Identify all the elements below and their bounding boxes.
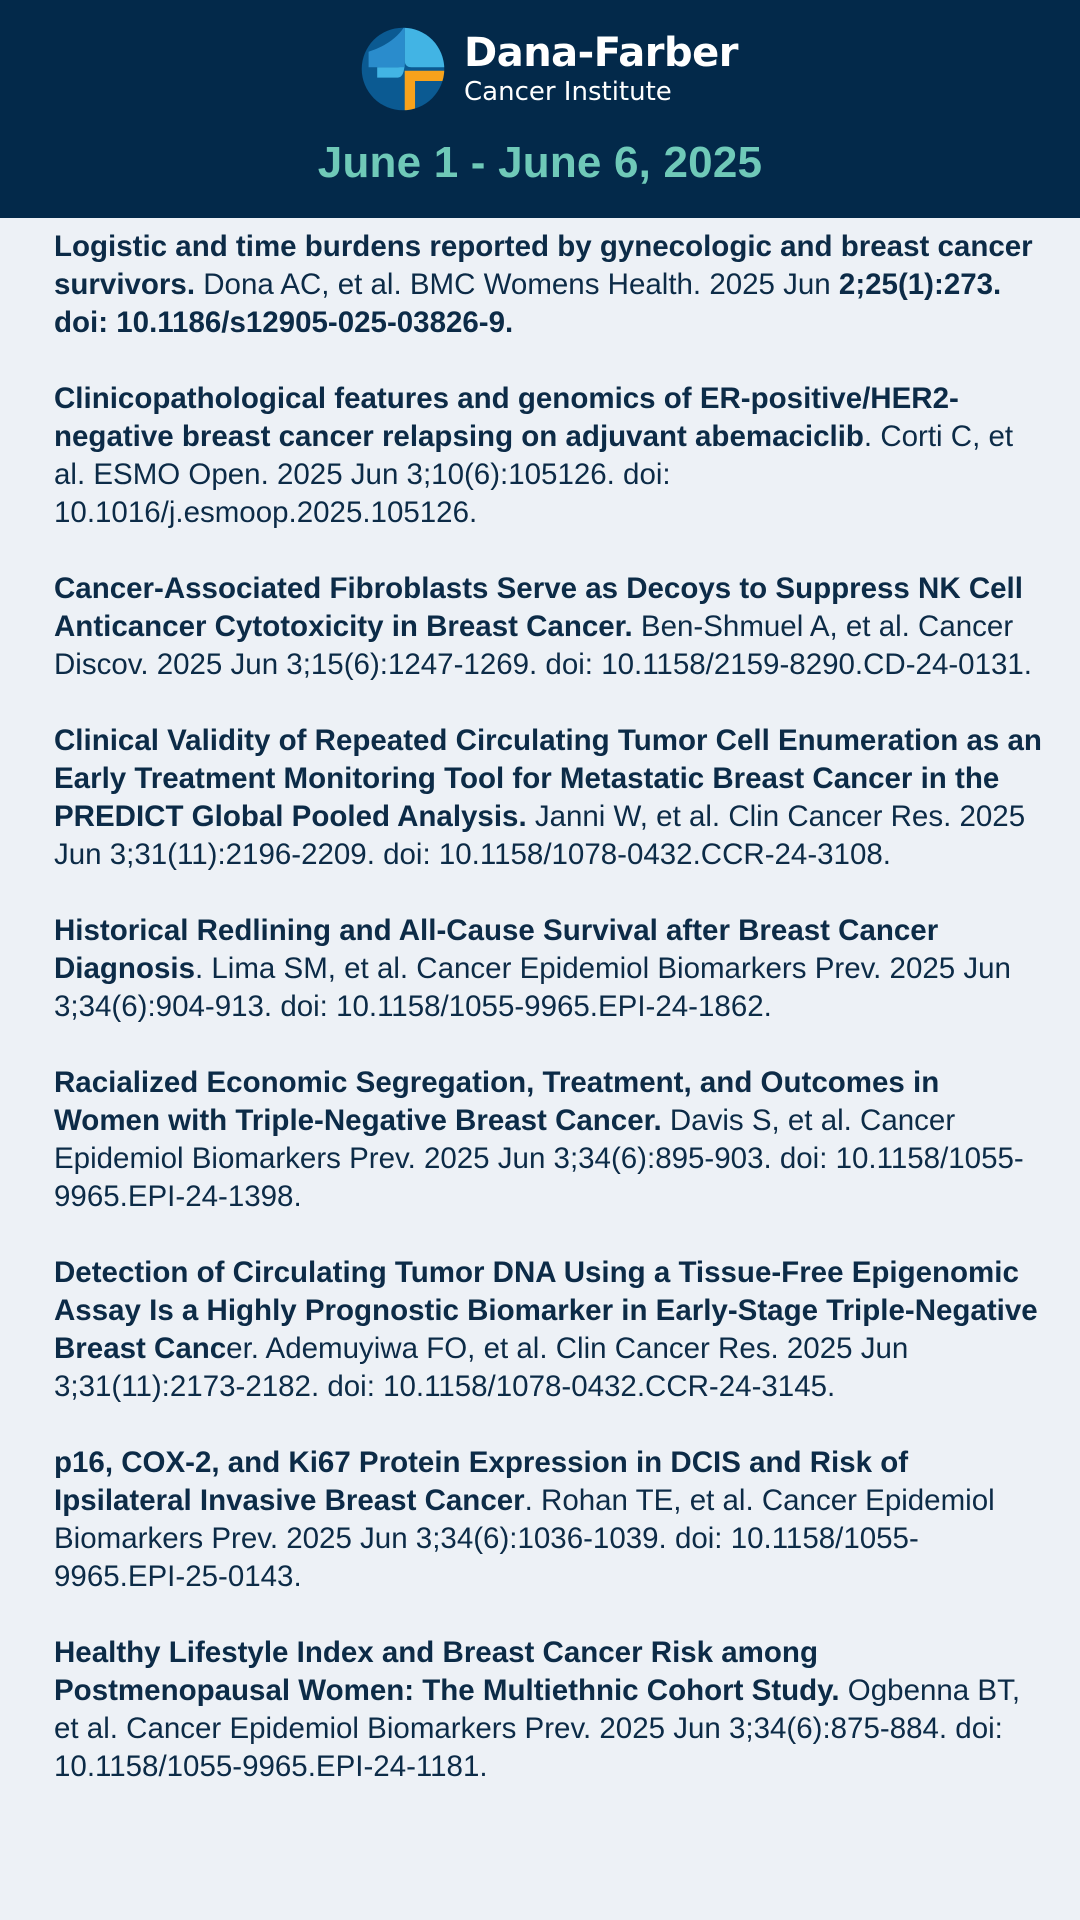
publication-entry [54,1444,1044,1596]
publication-title: Clinical Validity of Repeated Circulating Tumor Cell Enumeration as an Early Treatment Monitoring Tool for Metastatic Breast Cancer in the PREDICT Global Pooled Analysis. [54,724,1042,833]
publication-title: Logistic and time burdens reported by gynecologic and breast cancer survivors. [54,230,1033,301]
publication-citation: Ben-Shmuel A, et al. Cancer Discov. 2025 Jun 3;15(6):1247-1269. doi: 10.1158/2159-8290.CD-24-0131. [54,610,1032,681]
brand-name: Dana-Farber [464,30,738,76]
header-banner [0,0,1080,218]
publication-entry [54,912,1044,1026]
publication-entry [54,1634,1044,1786]
publication-citation: Dona AC, et al. BMC Womens Health. 2025 Jun [203,268,831,301]
publication-entry [54,1254,1044,1406]
publication-citation: Davis S, et al. Cancer Epidemiol Biomarkers Prev. 2025 Jun 3;34(6):895-903. doi: 10.1158/1055-9965.EPI-24-1398. [54,1104,1024,1213]
date-range-heading: June 1 - June 6, 2025 [317,138,763,187]
dana-farber-logo [360,26,738,112]
brand-subtitle: Cancer Institute [464,77,672,107]
publication-title: p16, COX-2, and Ki67 Protein Expression in DCIS and Risk of Ipsilateral Invasive Breast Cancer [54,1446,909,1517]
publication-title: Historical Redlining and All-Cause Survival after Breast Cancer Diagnosis [54,914,939,985]
publication-citation: . Rohan TE, et al. Cancer Epidemiol Biomarkers Prev. 2025 Jun 3;34(6):1036-1039. doi: 10.1158/1055-9965.EPI-25-0143. [54,1484,995,1593]
publication-citation: . Corti C, et al. ESMO Open. 2025 Jun 3;10(6):105126. doi: 10.1016/j.esmoop.2025.105126. [54,420,1014,529]
publication-citation: Ogbenna BT, et al. Cancer Epidemiol Biomarkers Prev. 2025 Jun 3;34(6):875-884. doi: 10.1158/1055-9965.EPI-24-1181. [54,1674,1021,1783]
publication-title: Clinicopathological features and genomics of ER-positive/HER2-negative breast cancer relapsing on adjuvant abemaciclib [54,382,959,453]
publication-citation: er. Ademuyiwa FO, et al. Clin Cancer Res. 2025 Jun 3;31(11):2173-2182. doi: 10.1158/1078-0432.CCR-24-3145. [54,1332,909,1403]
publication-entry [54,228,1044,342]
publication-entry [54,570,1044,684]
publication-title: Racialized Economic Segregation, Treatment, and Outcomes in Women with Triple-Negative Breast Cancer. [54,1066,940,1137]
publication-list [54,228,1044,1824]
publication-citation: . Lima SM, et al. Cancer Epidemiol Biomarkers Prev. 2025 Jun 3;34(6):904-913. doi: 10.1158/1055-9965.EPI-24-1862. [54,952,1011,1023]
publication-entry [54,1064,1044,1216]
dana-farber-logo-icon [360,26,446,112]
publication-title: Healthy Lifestyle Index and Breast Cancer Risk among Postmenopausal Women: The Multiethnic Cohort Study. [54,1636,840,1707]
publication-citation: Janni W, et al. Clin Cancer Res. 2025 Jun 3;31(11):2196-2209. doi: 10.1158/1078-0432.CCR-24-3108. [54,800,1026,871]
publication-citation-bold: 2;25(1):273. doi: 10.1186/s12905-025-03826-9. [54,268,1002,339]
publication-title: Detection of Circulating Tumor DNA Using a Tissue-Free Epigenomic Assay Is a Highly Prognostic Biomarker in Early-Stage Triple-Negative Breast Canc [54,1256,1038,1365]
publication-title: Cancer-Associated Fibroblasts Serve as Decoys to Suppress NK Cell Anticancer Cytotoxicity in Breast Cancer. [54,572,1023,643]
publication-entry [54,722,1044,874]
publication-entry [54,380,1044,532]
